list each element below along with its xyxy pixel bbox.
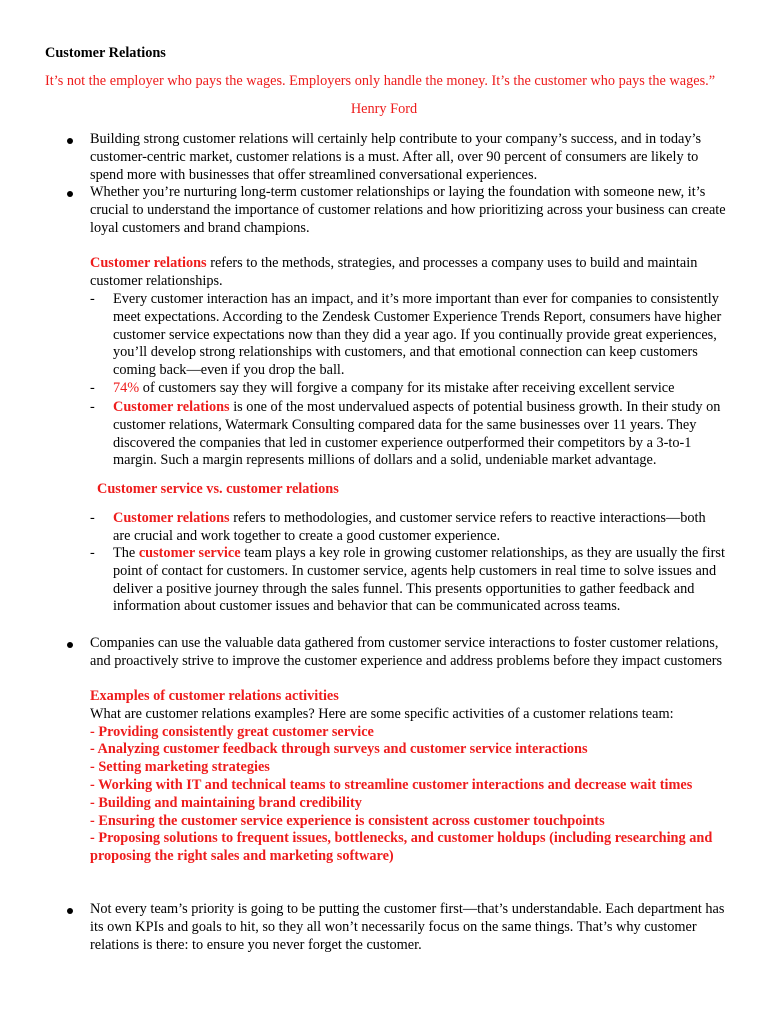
section-subheading: Customer service vs. customer relations bbox=[97, 481, 339, 497]
example-item: - Setting marketing strategies bbox=[90, 759, 270, 776]
quote-text: It’s not the employer who pays the wages. Employers only handle the money. It’s the customer who pays the wages.” bbox=[45, 73, 716, 89]
examples-intro: What are customer relations examples? Here are some specific activities of a customer relations team: bbox=[90, 705, 674, 722]
bullet-dot bbox=[67, 908, 73, 914]
dash-item bbox=[113, 380, 726, 398]
examples-section bbox=[90, 688, 726, 866]
dash-item bbox=[113, 399, 726, 470]
example-item: - Proposing solutions to frequent issues, bottlenecks, and customer holdups (including researching and proposing the right sales and marketing software) bbox=[90, 830, 713, 865]
bullet-item: Building strong customer relations will certainly help contribute to your company’s success, and in today’s customer-centric market, customer relations is a must. After all, over 90 percent of consumers are likely to spend more with businesses that offer streamlined conversational experiences. bbox=[90, 131, 702, 183]
dash-item bbox=[113, 545, 726, 616]
dash-item bbox=[113, 291, 726, 380]
dash-item-text: is one of the most undervalued aspects of potential business growth. In their study on customer relations, Watermark Consulting compared data for the same businesses over 11 years. They discovered the companies that led in customer experience outperformed their competitors by a 3-to-1 margin. Such a margin represents millions of dollars and a solid, undeniable market advantage. bbox=[113, 399, 721, 469]
document-title: Customer Relations bbox=[45, 45, 166, 61]
bullet-dot bbox=[67, 642, 73, 648]
dash-item-text: refers to methodologies, and customer service refers to reactive interactions—both are crucial and work together to create a good customer experience. bbox=[113, 510, 706, 544]
bullet-dot bbox=[67, 191, 73, 197]
dash-item-text: Every customer interaction has an impact, and it’s more important than ever for companies to consistently meet expectations. According to the Zendesk Customer Experience Trends Report, consumers have higher customer service expectations now than they did a year ago. If you continually provide great experiences, you’ll develop strong relationships with customers, and that emotional connection can keep customers coming back—even if you drop the ball. bbox=[113, 291, 722, 379]
highlight-text: Customer relations bbox=[113, 399, 230, 415]
dash-marker: - bbox=[90, 545, 95, 561]
example-item: - Building and maintaining brand credibility bbox=[90, 794, 362, 811]
dash-item-text: of customers say they will forgive a company for its mistake after receiving excellent service bbox=[139, 380, 675, 396]
dash-marker: - bbox=[90, 380, 95, 396]
dash-marker: - bbox=[90, 510, 95, 526]
bullet-item: Not every team’s priority is going to be putting the customer first—that’s understandable. Each department has its own KPIs and goals to hit, so they all won’t necessarily focus on the same things. That’s why customer relations is there: to ensure you never forget the customer. bbox=[90, 901, 725, 953]
bullet-item: Companies can use the valuable data gathered from customer service interactions to foster customer relations, and proactively strive to improve the customer experience and address problems before they impact customers bbox=[90, 635, 723, 669]
dash-marker: - bbox=[90, 399, 95, 415]
highlight-stat: 74% bbox=[113, 380, 140, 396]
definition-term: Customer relations bbox=[90, 255, 207, 271]
example-item: - Providing consistently great customer service bbox=[90, 723, 374, 740]
dash-item-text: team plays a key role in growing customer relationships, as they are usually the first point of contact for customers. In customer service, agents help customers in real time to solve issues and deliver a positive journey through the sales funnel. This presents opportunities to gather feedback and information about customer issues and behavior that can be communicated across teams. bbox=[113, 545, 725, 615]
examples-heading: Examples of customer relations activities bbox=[90, 688, 339, 704]
example-item: - Analyzing customer feedback through surveys and customer service interactions bbox=[90, 741, 588, 758]
bullet-item: Whether you’re nurturing long-term customer relationships or laying the foundation with someone new, it’s crucial to understand the importance of customer relations and how prioritizing across your business can create loyal customers and brand champions. bbox=[90, 184, 726, 236]
definition-paragraph bbox=[90, 255, 726, 291]
dash-item-prefix: The bbox=[113, 545, 139, 561]
example-item: - Ensuring the customer service experience is consistent across customer touchpoints bbox=[90, 812, 605, 829]
highlight-text: Customer relations bbox=[113, 510, 230, 526]
dash-marker: - bbox=[90, 291, 95, 307]
definition-text: refers to the methods, strategies, and processes a company uses to build and maintain customer relationships. bbox=[90, 255, 698, 289]
bullet-dot bbox=[67, 138, 73, 144]
example-item: - Working with IT and technical teams to streamline customer interactions and decrease wait times bbox=[90, 776, 693, 793]
dash-item bbox=[113, 510, 726, 546]
highlight-text: customer service bbox=[138, 545, 241, 561]
quote-author: Henry Ford bbox=[350, 101, 418, 117]
